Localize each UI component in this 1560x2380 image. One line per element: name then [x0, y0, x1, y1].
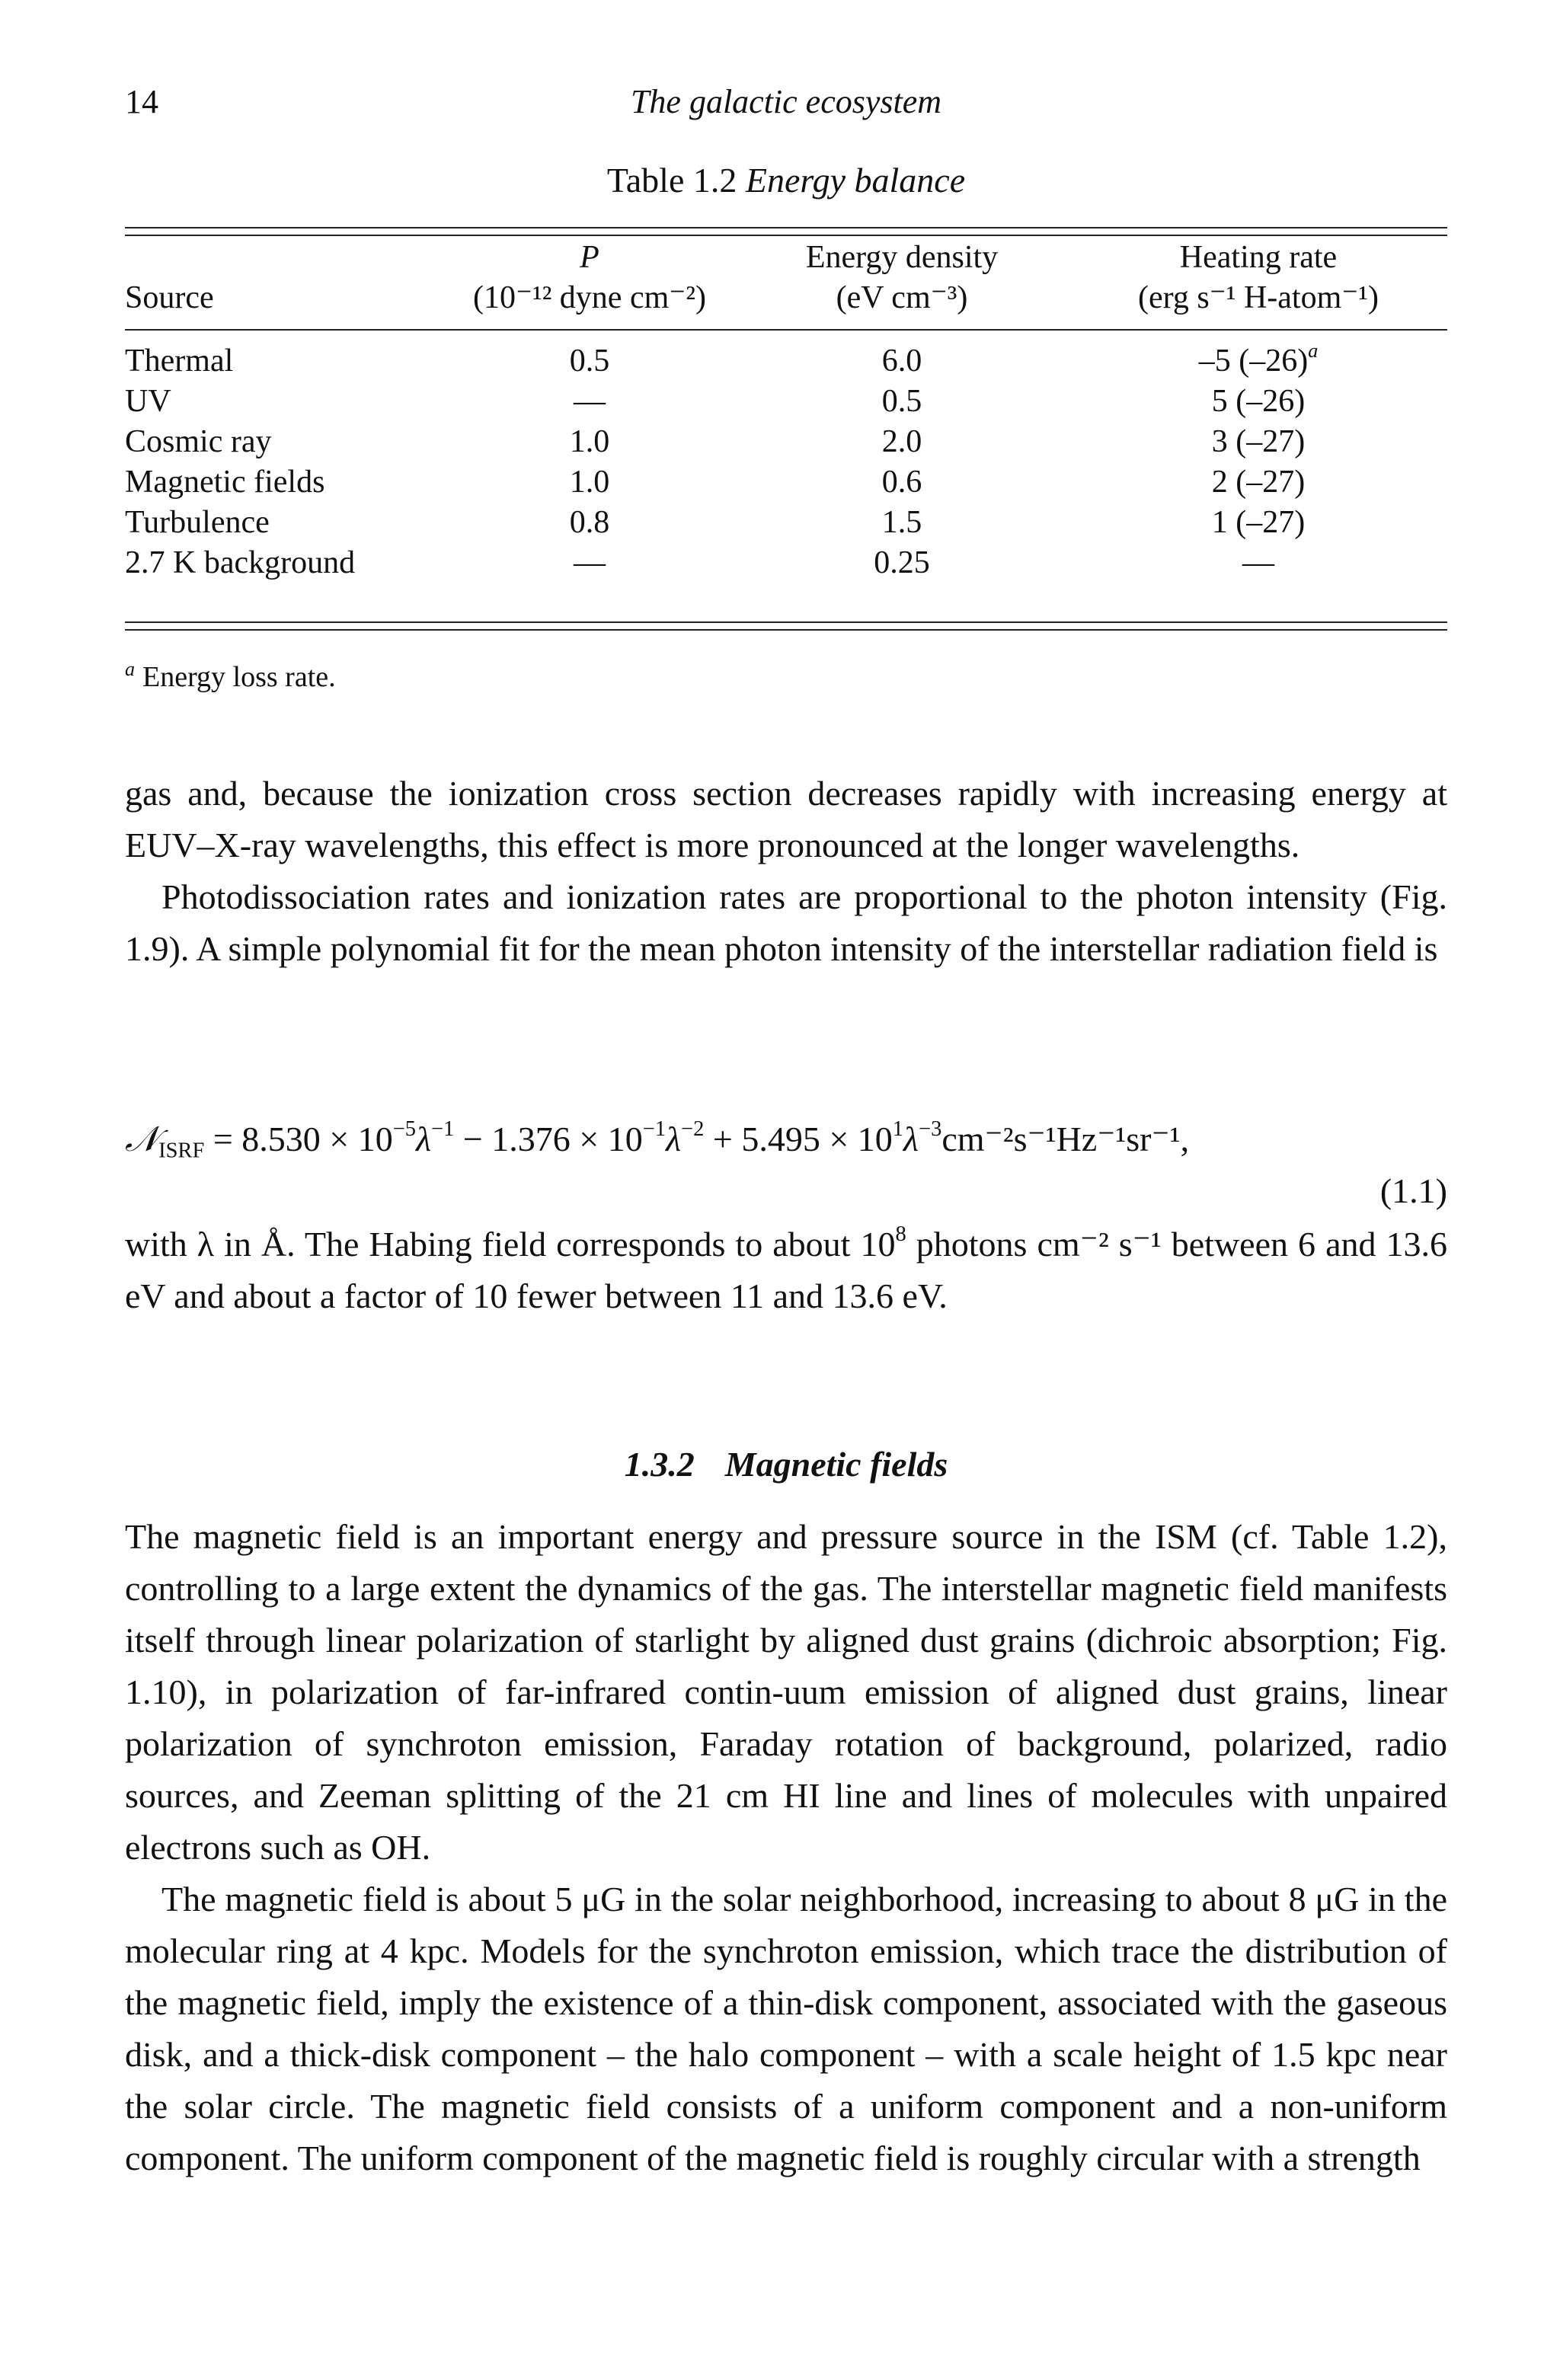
table-row: 2.7 K background — 0.25 —	[125, 545, 1274, 580]
table-header-row-1	[125, 238, 1447, 278]
table-row: Cosmic ray 1.0 2.0 3 (–27)	[125, 424, 1306, 459]
paragraph-3: with λ in Å. The Habing field corresponds to about $10^8$ photons cm⁻² s⁻¹ between 6 and 13.6 eV and about a factor of 10 fewer between 11 and 13.6 eV.	[125, 1222, 1448, 1315]
table-row: Thermal 0.5 6.0 –5 $(-26)^a$	[125, 339, 1319, 379]
table-row: Magnetic fields 1.0 0.6 2 (–27)	[125, 465, 1306, 500]
table-bottom-rule-1	[125, 621, 1447, 623]
table-bottom-rule-2	[125, 629, 1447, 631]
col-source: Source	[125, 280, 214, 315]
footnote-mark: a	[125, 658, 135, 680]
body-text-lower	[125, 1511, 1447, 2184]
col-energy-density-units: (eV cm⁻³)	[836, 280, 968, 315]
page-header	[125, 82, 1447, 128]
col-pressure-symbol: P	[580, 240, 599, 275]
table-row: Turbulence 0.8 1.5 1 (–27)	[125, 505, 1306, 540]
table-top-rule-1	[125, 227, 1447, 228]
col-heating-rate: Heating rate	[1179, 240, 1338, 275]
paragraph-2: Photodissociation rates and ionization rates are proportional to the photon intensity (Fig. 1.9). A simple polynomial fit for the mean photon intensity of the interstellar radiation field is	[125, 877, 1447, 968]
table-row: UV — 0.5 5 (–26)	[125, 384, 1306, 419]
footnote-text: Energy loss rate.	[142, 661, 336, 693]
paragraph-1: gas and, because the ionization cross section decreases rapidly with increasing energy at EUV–X-ray wavelengths, this effect is more pronounced at the longer wavelengths.	[125, 774, 1447, 864]
page-number: 14	[125, 83, 158, 120]
table-caption-title: Energy balance	[745, 161, 966, 200]
energy-balance-table	[125, 238, 1447, 583]
footnote-ref: a	[1308, 339, 1319, 362]
running-head: The galactic ecosystem	[630, 83, 942, 120]
paragraph-4: The magnetic field is an important energy and pressure source in the ISM (cf. Table 1.2), controlling to a large extent the dynamics of the gas. The interstellar magnetic field manifests itself through linear polarization of starlight by aligned dust grains (dichroic absorption; Fig. 1.10), in polarization of far-infrared contin-uum emission of aligned dust grains, linear polarization of synchroton emission, Faraday rotation of background, polarized, radio sources, and Zeeman splitting of the 21 cm HI line and lines of molecules with unpaired electrons such as OH.	[125, 1517, 1447, 1867]
body-text-upper	[125, 768, 1447, 975]
table-caption-label: Table 1.2	[606, 161, 737, 200]
section-title: Magnetic fields	[724, 1445, 948, 1484]
equation-expression: 𝒩$_{ISRF}$ = $8.530 \times 10^{-5}\lambda^{-1} - 1.376 \times 10^{-1}\lambda^{-2} + 5.495 \times 10^1\lambda^{-3}cm^{-2}s^{-1}Hz^{-1}sr^{-1}$,	[125, 1117, 1190, 1163]
col-energy-density: Energy density	[805, 240, 999, 275]
body-text-middle	[125, 1219, 1447, 1322]
table-header-row-2	[125, 278, 1447, 318]
table-top-rule-2	[125, 235, 1447, 236]
paragraph-5: The magnetic field is about 5 μG in the solar neighborhood, increasing to about 8 μG in the molecular ring at 4 kpc. Models for the synchroton emission, which trace the distribution of the magnetic field, imply the existence of a thin-disk component, associated with the gaseous disk, and a thick-disk component – the halo component – with a scale height of 1.5 kpc near the solar circle. The magnetic field consists of a uniform component and a non-uniform component. The uniform component of the magnetic field is roughly circular with a strength	[125, 1880, 1447, 2177]
equation-number: (1.1)	[1379, 1171, 1447, 1210]
section-number: 1.3.2	[624, 1445, 695, 1484]
col-heating-rate-units: (erg s⁻¹ H-atom⁻¹)	[1137, 280, 1379, 315]
section-heading	[125, 1444, 1447, 1484]
table-footnote	[125, 658, 336, 694]
table-caption	[125, 160, 1447, 200]
col-pressure-units: (10⁻¹² dyne cm⁻²)	[472, 280, 707, 315]
